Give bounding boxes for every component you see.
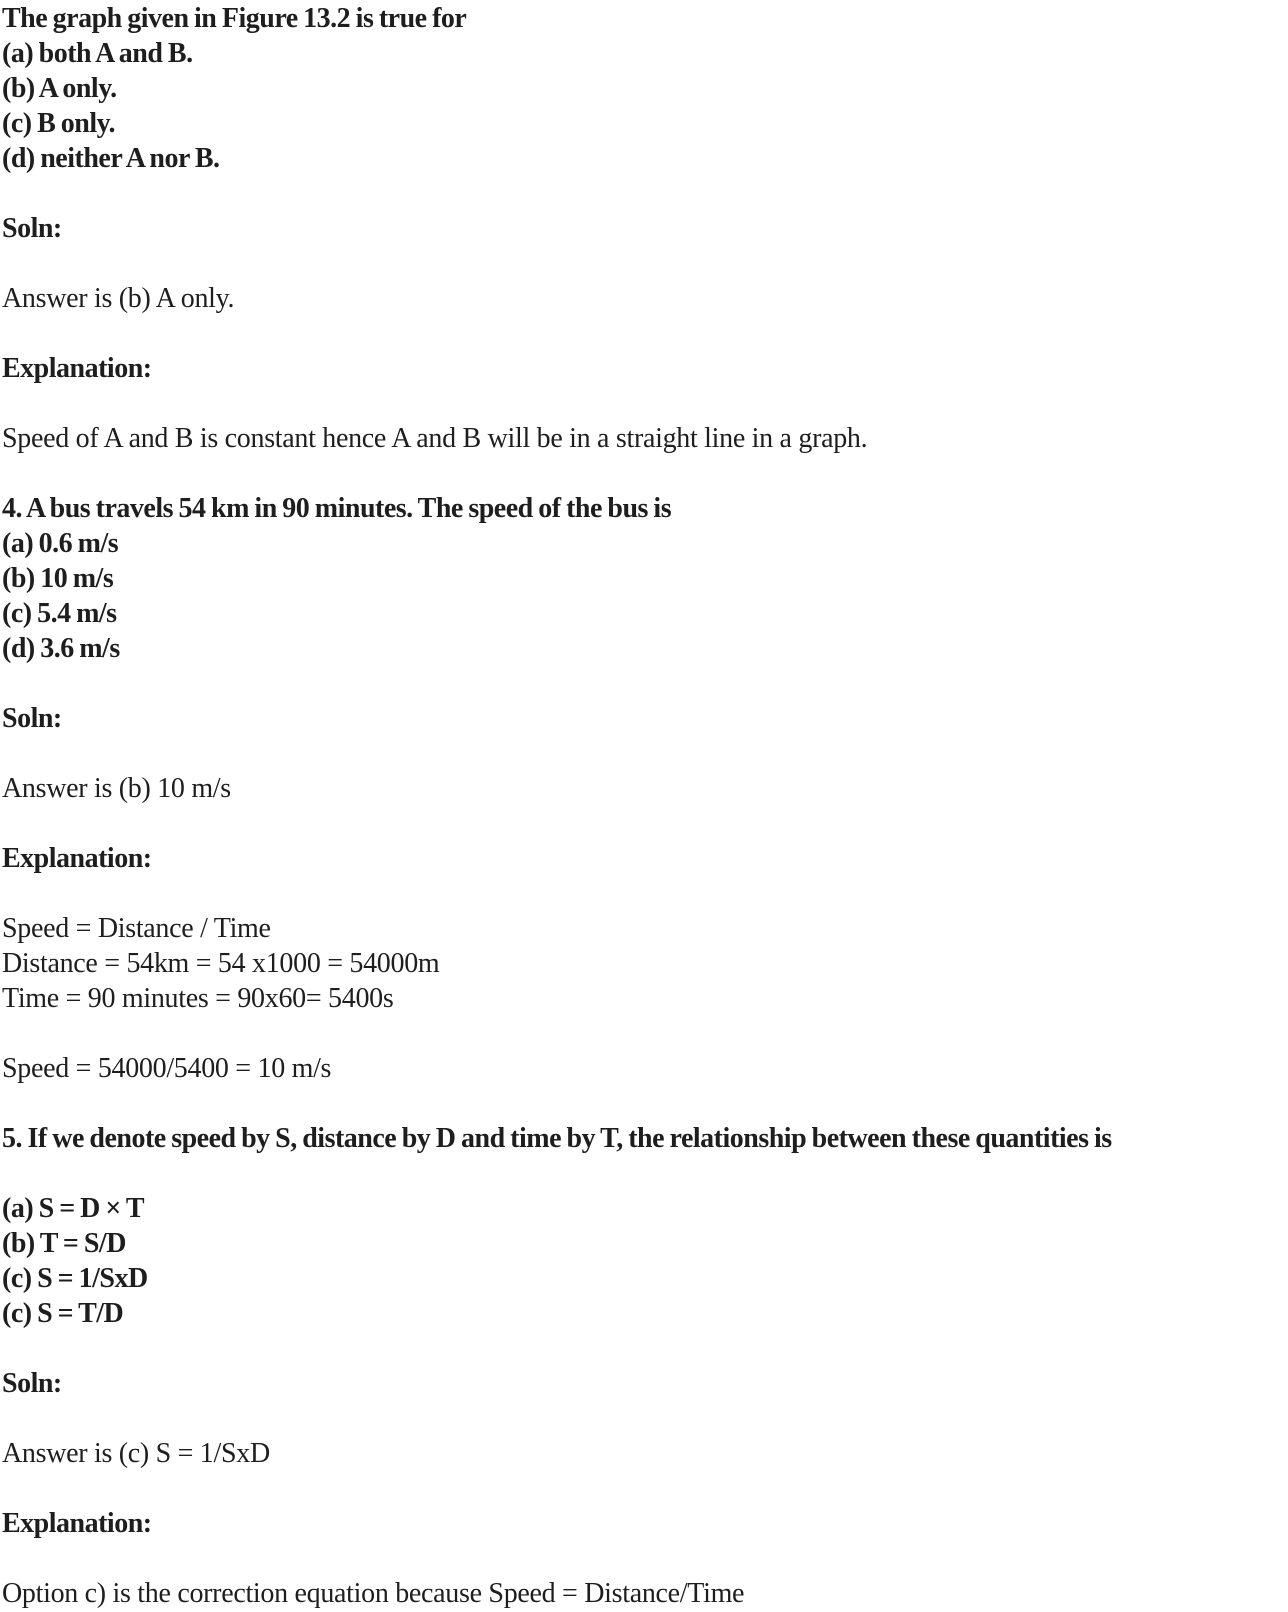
text-line-content: Time = 90 minutes = 90x60= 5400s [2,983,394,1014]
text-line-content: Distance = 54km = 54 x1000 = 54000m [2,948,440,979]
text-line [2,421,1288,456]
text-line-content: (d) neither A nor B. [2,143,220,174]
text-line [2,1296,1288,1331]
text-line [2,1436,1288,1471]
text-line-content: (a) S = D × T [2,1193,145,1224]
text-line-content: 4. A bus travels 54 km in 90 minutes. The speed of the bus is [2,493,672,524]
text-line-content: (c) 5.4 m/s [2,598,117,629]
text-line-content: Soln: [2,1368,62,1399]
text-line [2,281,1288,316]
question-4-stem-and-options [2,491,1288,666]
text-line-content: (c) B only. [2,108,116,139]
q5-explanation-text [2,1576,1288,1611]
text-line [2,841,1288,876]
text-line [2,141,1288,176]
text-line-content: Answer is (b) A only. [2,283,235,314]
text-line-content: 5. If we denote speed by S, distance by D and time by T, the relationship between these quantities is [2,1123,1112,1154]
text-line-content: (c) S = T/D [2,1298,124,1329]
text-line [2,1,1288,36]
text-line-content: Answer is (b) 10 m/s [2,773,231,804]
text-line-content: Explanation: [2,353,152,384]
text-line [2,911,1288,946]
text-line-content: Explanation: [2,843,152,874]
q4-explanation-result [2,1051,1288,1086]
text-line-content: The graph given in Figure 13.2 is true for [2,3,467,34]
q3-explanation-heading [2,351,1288,386]
question-3-stem-and-options [2,1,1288,176]
text-line-content: Option c) is the correction equation because Speed = Distance/Time [2,1578,745,1609]
text-line-content: Explanation: [2,1508,152,1539]
text-line-content: Answer is (c) S = 1/SxD [2,1438,270,1469]
text-line [2,351,1288,386]
text-line [2,36,1288,71]
text-line-content: (b) T = S/D [2,1228,126,1259]
text-line-content: (b) 10 m/s [2,563,114,594]
q5-answer [2,1436,1288,1471]
text-line [2,71,1288,106]
q3-answer [2,281,1288,316]
text-line-content: Soln: [2,213,62,244]
text-line-content: Speed = Distance / Time [2,913,271,944]
text-line [2,771,1288,806]
text-line [2,526,1288,561]
q4-explanation-calculation [2,911,1288,1016]
text-line [2,1121,1288,1156]
text-line [2,1261,1288,1296]
text-line [2,1506,1288,1541]
text-line [2,1051,1288,1086]
question-5-options [2,1191,1288,1331]
text-line [2,701,1288,736]
text-line-content: (c) S = 1/SxD [2,1263,148,1294]
text-line-content: Speed of A and B is constant hence A and B will be in a straight line in a graph. [2,423,868,454]
q5-soln-heading [2,1366,1288,1401]
text-line [2,1366,1288,1401]
text-line-content: (d) 3.6 m/s [2,633,120,664]
q4-explanation-heading [2,841,1288,876]
text-line-content: Soln: [2,703,62,734]
text-line-content: (a) both A and B. [2,38,193,69]
text-line [2,1576,1288,1611]
question-5-stem [2,1121,1288,1156]
text-line [2,561,1288,596]
text-line-content: (a) 0.6 m/s [2,528,119,559]
text-line-content: (b) A only. [2,73,117,104]
q5-explanation-heading [2,1506,1288,1541]
text-line [2,1191,1288,1226]
text-line [2,596,1288,631]
q4-soln-heading [2,701,1288,736]
text-line [2,1226,1288,1261]
q4-answer [2,771,1288,806]
q3-explanation-text [2,421,1288,456]
text-line [2,946,1288,981]
text-line [2,981,1288,1016]
text-line [2,106,1288,141]
text-line [2,631,1288,666]
text-line-content: Speed = 54000/5400 = 10 m/s [2,1053,332,1084]
q3-soln-heading [2,211,1288,246]
text-line [2,211,1288,246]
text-line [2,491,1288,526]
